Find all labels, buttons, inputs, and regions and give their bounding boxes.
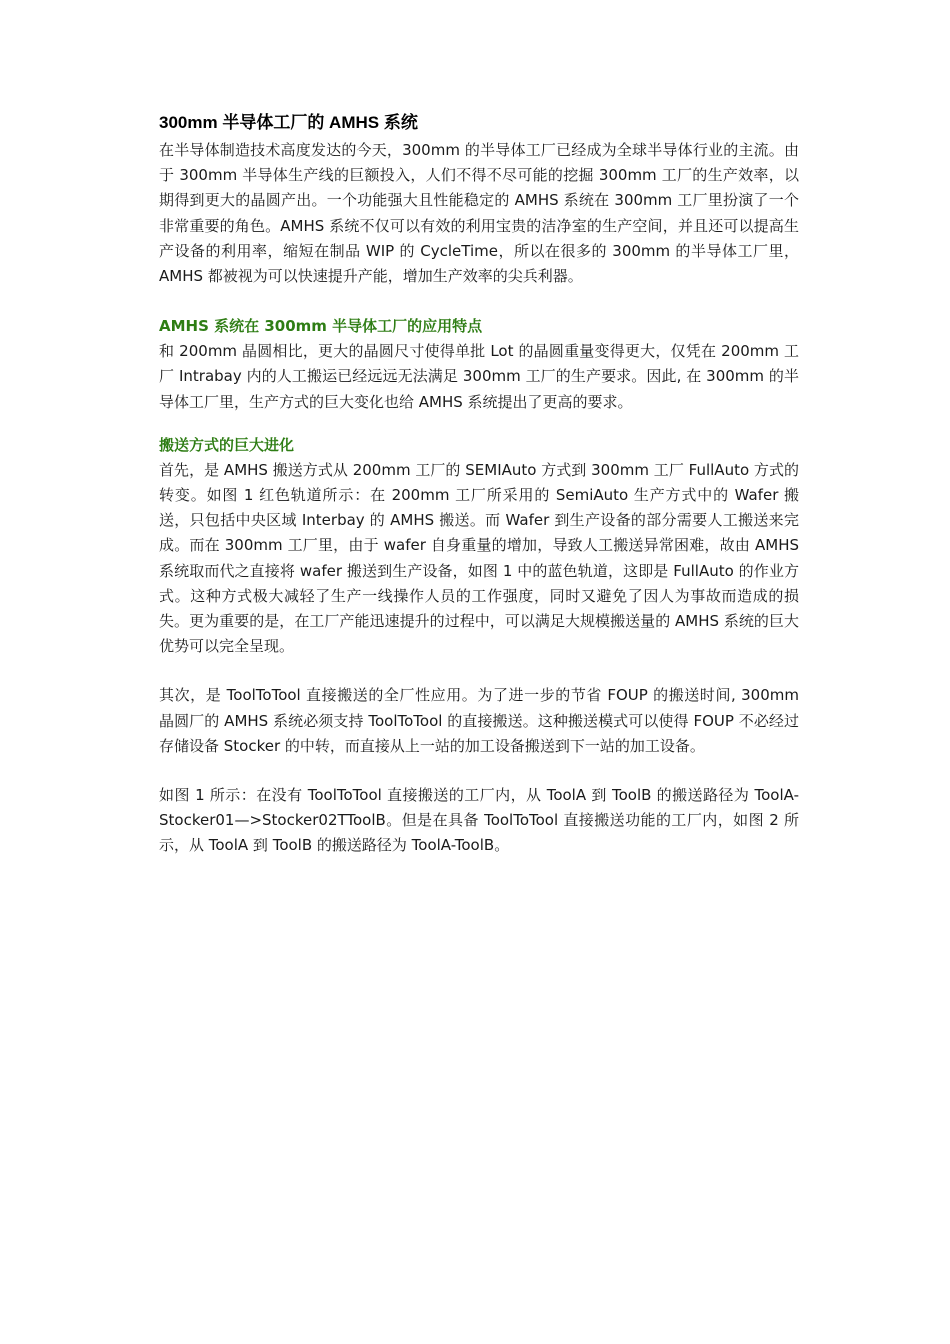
spacer (159, 659, 799, 683)
document-page (159, 110, 799, 859)
heading-part: 半导体工厂的应用特点 (326, 317, 483, 336)
intro-paragraph: 在半导体制造技术高度发达的今天，300mm 的半导体工厂已经成为全球半导体行业的主流。由于 300mm 半导体生产线的巨额投入，人们不得不尽可能的挖掘 300mm 工厂的生产效率，以期得到更大的晶圆产出。一个功能强大且性能稳定的 AMHS 系统在 300mm 工厂里扮演了一个非常重要的角色。AMHS 系统不仅可以有效的利用宝贵的洁净室的生产空间，并且还可以提高生产设备的利用率，缩短在制品 WIP 的 CycleTime，所以在很多的 300mm 的半导体工厂里，AMHS 都被视为可以快速提升产能，增加生产效率的尖兵利器。 (159, 141, 799, 286)
spacer (159, 759, 799, 783)
spacer (159, 289, 799, 314)
section2-paragraph-2: 其次，是 ToolToTool 直接搬送的全厂性应用。为了进一步的节省 FOUP 的搬送时间, 300mm 晶圆厂的 AMHS 系统必须支持 ToolToTool 的直接搬送。这种搬送模式可以使得 FOUP 不必经过存储设备 Stocker 的中转，而直接从上一站的加工设备搬送到下一站的加工设备。 (159, 686, 799, 755)
section1-paragraph: 和 200mm 晶圆相比，更大的晶圆尺寸使得单批 Lot 的晶圆重量变得更大，仅凭在 200mm 工厂 Intrabay 内的人工搬运已经远远无法满足 300mm 工厂的生产要求。因此, 在 300mm 的半导体工厂里，生产方式的巨大变化也给 AMHS 系统提出了更高的要求。 (159, 342, 799, 411)
heading-part: AMHS (159, 317, 209, 336)
section2-paragraph-1: 首先，是 AMHS 搬送方式从 200mm 工厂的 SEMIAuto 方式到 300mm 工厂 FullAuto 方式的转变。如图 1 红色轨道所示：在 200mm 工厂所采用的 SemiAuto 生产方式中的 Wafer 搬送，只包括中央区域 Interbay 的 AMHS 搬送。而 Wafer 到生产设备的部分需要人工搬送来完成。而在 300mm 工厂里，由于 wafer 自身重量的增加，导致人工搬送异常困难，故由 AMHS 系统取而代之直接将 wafer 搬送到生产设备，如图 1 中的蓝色轨道，这即是 FullAuto 的作业方式。这种方式极大减轻了生产一线操作人员的工作强度，同时又避免了因人为事故而造成的损失。更为重要的是，在工厂产能迅速提升的过程中，可以满足大规模搬送量的 AMHS 系统的巨大优势可以完全呈现。 (159, 460, 799, 656)
document-title: 300mm 半导体工厂的 AMHS 系统 (159, 113, 418, 132)
spacer (159, 415, 799, 433)
heading-part: 系统在 (208, 317, 265, 336)
section-heading-application (159, 314, 799, 339)
heading-part: 300mm (264, 317, 327, 336)
section-heading-transport: 搬送方式的巨大进化 (159, 435, 295, 454)
section2-paragraph-3: 如图 1 所示：在没有 ToolToTool 直接搬送的工厂内，从 ToolA 到 ToolB 的搬送路径为 ToolA-Stocker01—>Stocker02TToolB。但是在具备 ToolToTool 直接搬送功能的工厂内，如图 2 所示，从 ToolA 到 ToolB 的搬送路径为 ToolA-ToolB。 (159, 786, 799, 855)
